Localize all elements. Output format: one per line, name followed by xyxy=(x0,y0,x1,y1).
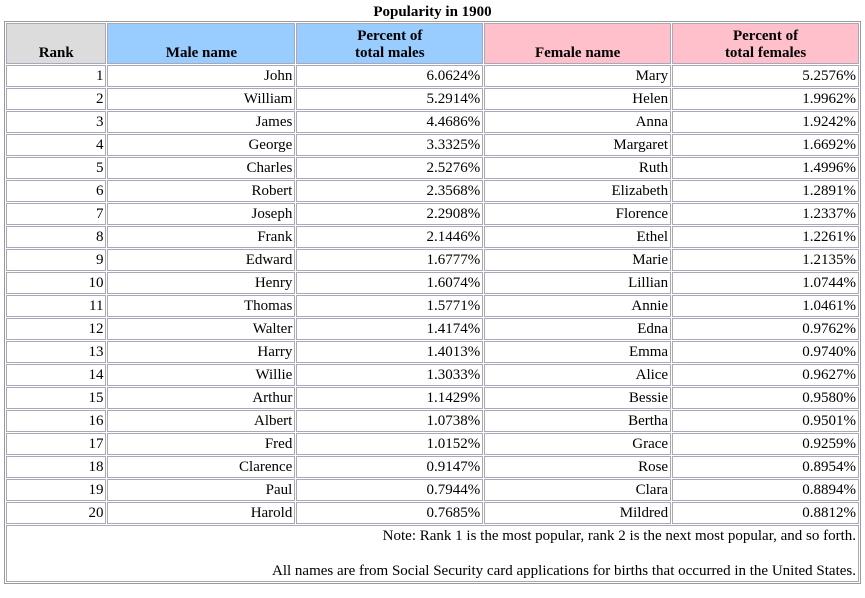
table-row xyxy=(6,295,859,317)
female-percent-cell: 1.6692% xyxy=(672,134,859,156)
rank-header: Rank xyxy=(6,23,106,64)
table-row xyxy=(6,180,859,202)
male-name-cell: Joseph xyxy=(107,203,295,225)
male-name-cell: Edward xyxy=(107,249,295,271)
female-name-cell: Alice xyxy=(484,364,671,386)
female-name-cell: Lillian xyxy=(484,272,671,294)
table-row xyxy=(6,318,859,340)
female-percent-cell: 1.9242% xyxy=(672,111,859,133)
table-row xyxy=(6,341,859,363)
female-name-header: Female name xyxy=(484,23,671,64)
male-percent-cell: 6.0624% xyxy=(296,65,483,87)
male-percent-cell: 0.9147% xyxy=(296,456,483,478)
table-row xyxy=(6,111,859,133)
male-name-cell: Fred xyxy=(107,433,295,455)
female-name-cell: Margaret xyxy=(484,134,671,156)
female-percent-cell: 0.9580% xyxy=(672,387,859,409)
table-row xyxy=(6,433,859,455)
female-name-cell: Ruth xyxy=(484,157,671,179)
male-percent-header xyxy=(296,23,483,64)
male-percent-cell: 1.6074% xyxy=(296,272,483,294)
female-percent-cell: 1.2261% xyxy=(672,226,859,248)
male-name-cell: James xyxy=(107,111,295,133)
rank-cell: 14 xyxy=(6,364,106,386)
male-percent-cell: 0.7685% xyxy=(296,502,483,524)
rank-cell: 3 xyxy=(6,111,106,133)
female-percent-header-line1: Percent of xyxy=(732,28,799,44)
female-percent-cell: 1.2891% xyxy=(672,180,859,202)
popularity-table xyxy=(4,21,861,584)
male-percent-cell: 4.4686% xyxy=(296,111,483,133)
male-name-cell: William xyxy=(107,88,295,110)
female-percent-cell: 1.4996% xyxy=(672,157,859,179)
table-row xyxy=(6,410,859,432)
notes-cell xyxy=(6,525,859,582)
female-percent-cell: 1.0744% xyxy=(672,272,859,294)
male-percent-header-line1: Percent of xyxy=(357,28,423,44)
male-name-cell: Clarence xyxy=(107,456,295,478)
female-name-cell: Clara xyxy=(484,479,671,501)
male-name-header: Male name xyxy=(107,23,295,64)
male-name-cell: Thomas xyxy=(107,295,295,317)
notes-row xyxy=(6,525,859,582)
male-percent-cell: 1.0152% xyxy=(296,433,483,455)
rank-cell: 2 xyxy=(6,88,106,110)
table-row xyxy=(6,134,859,156)
female-percent-cell: 0.8954% xyxy=(672,456,859,478)
rank-cell: 17 xyxy=(6,433,106,455)
female-percent-cell: 0.9501% xyxy=(672,410,859,432)
table-row xyxy=(6,226,859,248)
male-name-cell: Willie xyxy=(107,364,295,386)
female-name-cell: Rose xyxy=(484,456,671,478)
rank-cell: 18 xyxy=(6,456,106,478)
female-name-cell: Elizabeth xyxy=(484,180,671,202)
male-name-cell: Paul xyxy=(107,479,295,501)
female-name-cell: Annie xyxy=(484,295,671,317)
female-name-cell: Helen xyxy=(484,88,671,110)
male-percent-cell: 2.2908% xyxy=(296,203,483,225)
male-percent-cell: 1.6777% xyxy=(296,249,483,271)
male-percent-header-line2: total males xyxy=(354,45,425,61)
female-name-cell: Ethel xyxy=(484,226,671,248)
female-percent-cell: 0.9627% xyxy=(672,364,859,386)
table-row xyxy=(6,272,859,294)
rank-cell: 12 xyxy=(6,318,106,340)
male-percent-cell: 1.3033% xyxy=(296,364,483,386)
male-percent-cell: 1.0738% xyxy=(296,410,483,432)
male-name-cell: John xyxy=(107,65,295,87)
female-name-cell: Edna xyxy=(484,318,671,340)
female-percent-cell: 1.2337% xyxy=(672,203,859,225)
rank-cell: 6 xyxy=(6,180,106,202)
table-row xyxy=(6,157,859,179)
male-name-cell: Henry xyxy=(107,272,295,294)
table-row xyxy=(6,65,859,87)
rank-cell: 15 xyxy=(6,387,106,409)
female-percent-cell: 1.2135% xyxy=(672,249,859,271)
table-body xyxy=(6,65,859,524)
rank-cell: 1 xyxy=(6,65,106,87)
female-name-cell: Grace xyxy=(484,433,671,455)
male-percent-cell: 2.3568% xyxy=(296,180,483,202)
female-percent-cell: 0.9259% xyxy=(672,433,859,455)
table-row xyxy=(6,479,859,501)
male-percent-cell: 1.1429% xyxy=(296,387,483,409)
male-name-cell: Robert xyxy=(107,180,295,202)
table-row xyxy=(6,502,859,524)
male-percent-cell: 5.2914% xyxy=(296,88,483,110)
male-percent-cell: 1.5771% xyxy=(296,295,483,317)
female-name-cell: Mildred xyxy=(484,502,671,524)
male-percent-cell: 2.5276% xyxy=(296,157,483,179)
rank-cell: 13 xyxy=(6,341,106,363)
table-row xyxy=(6,88,859,110)
table-row xyxy=(6,364,859,386)
rank-cell: 7 xyxy=(6,203,106,225)
female-percent-cell: 1.0461% xyxy=(672,295,859,317)
rank-cell: 16 xyxy=(6,410,106,432)
male-percent-cell: 1.4013% xyxy=(296,341,483,363)
male-name-cell: Walter xyxy=(107,318,295,340)
female-percent-header-line2: total females xyxy=(724,45,807,61)
male-name-cell: Arthur xyxy=(107,387,295,409)
female-percent-cell: 0.9740% xyxy=(672,341,859,363)
table-caption: Popularity in 1900 xyxy=(373,4,492,20)
male-percent-cell: 2.1446% xyxy=(296,226,483,248)
header-row xyxy=(6,23,859,64)
rank-cell: 5 xyxy=(6,157,106,179)
rank-cell: 19 xyxy=(6,479,106,501)
female-name-cell: Mary xyxy=(484,65,671,87)
female-name-cell: Emma xyxy=(484,341,671,363)
male-percent-cell: 0.7944% xyxy=(296,479,483,501)
table-row xyxy=(6,203,859,225)
male-name-cell: Charles xyxy=(107,157,295,179)
female-name-cell: Anna xyxy=(484,111,671,133)
male-name-cell: Albert xyxy=(107,410,295,432)
female-name-cell: Bertha xyxy=(484,410,671,432)
rank-cell: 11 xyxy=(6,295,106,317)
male-percent-cell: 3.3325% xyxy=(296,134,483,156)
table-row xyxy=(6,249,859,271)
female-percent-cell: 0.8812% xyxy=(672,502,859,524)
female-percent-cell: 0.8894% xyxy=(672,479,859,501)
male-name-cell: Harold xyxy=(107,502,295,524)
rank-cell: 20 xyxy=(6,502,106,524)
female-percent-cell: 1.9962% xyxy=(672,88,859,110)
male-name-cell: George xyxy=(107,134,295,156)
female-percent-header xyxy=(672,23,859,64)
note-source: All names are from Social Security card applications for births that occurred in the United States. xyxy=(272,563,856,579)
rank-cell: 10 xyxy=(6,272,106,294)
male-name-cell: Frank xyxy=(107,226,295,248)
rank-cell: 9 xyxy=(6,249,106,271)
female-percent-cell: 5.2576% xyxy=(672,65,859,87)
male-name-cell: Harry xyxy=(107,341,295,363)
male-percent-cell: 1.4174% xyxy=(296,318,483,340)
table-row xyxy=(6,456,859,478)
note-ranking: Note: Rank 1 is the most popular, rank 2 is the next most popular, and so forth. xyxy=(382,528,856,544)
table-row xyxy=(6,387,859,409)
rank-cell: 8 xyxy=(6,226,106,248)
female-name-cell: Bessie xyxy=(484,387,671,409)
female-percent-cell: 0.9762% xyxy=(672,318,859,340)
female-name-cell: Florence xyxy=(484,203,671,225)
female-name-cell: Marie xyxy=(484,249,671,271)
rank-cell: 4 xyxy=(6,134,106,156)
